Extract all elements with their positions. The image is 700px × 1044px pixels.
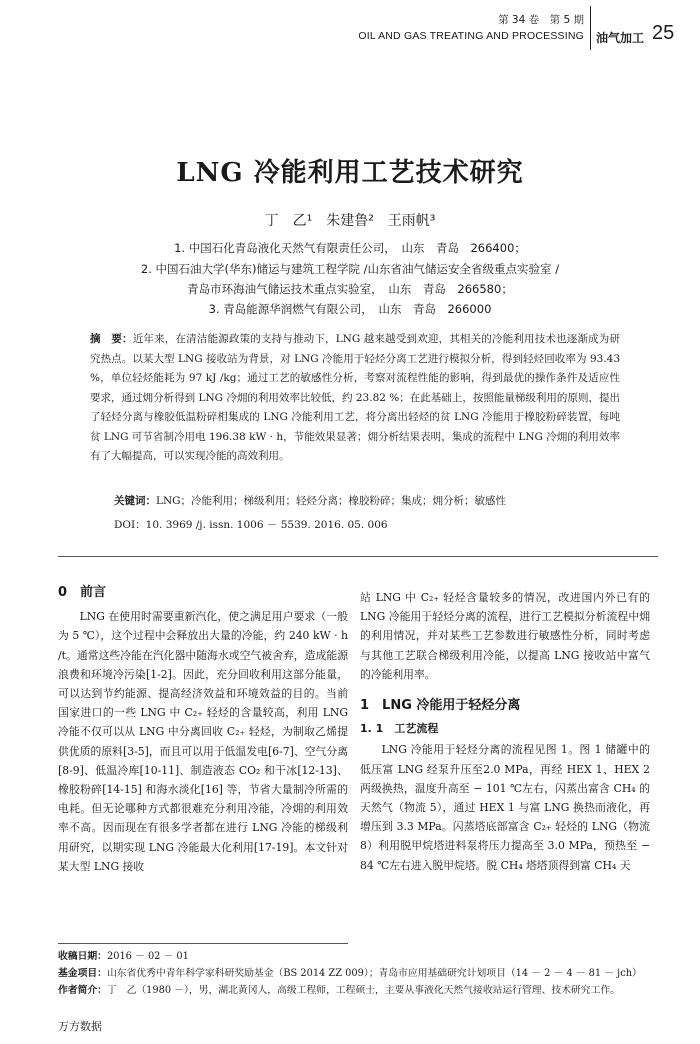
affiliation-1: 1. 中国石化青岛液化天然气有限责任公司， 山东 青岛 266400； (174, 241, 526, 255)
footnotes (58, 948, 658, 999)
doi: DOI：10. 3969 /j. issn. 1006 － 5539. 2016. 05. 006 (114, 519, 388, 531)
abstract (90, 330, 620, 467)
intro-continuation: 站 LNG 中 C₂₊ 轻烃含量较多的情况，改进国内外已有的 LNG 冷能用于轻烃分离的流程，进行工艺模拟分析流程中㶲的利用情况，并对某些工艺参数进行敏感性分析，同时考虑与其他工艺联合梯级利用冷能，以提高 LNG 接收站中富气的冷能利用率。 (360, 591, 650, 681)
keywords-text: LNG；冷能利用；梯级利用；轻烃分离；橡胶粉碎；集成；㶲分析；敏感性 (156, 495, 507, 507)
page-number: 25 (652, 22, 675, 44)
affiliation-2-cont: 青岛市环海油气储运技术重点实验室， 山东 青岛 266580； (187, 282, 513, 296)
fund-info: 基金项目：山东省优秀中青年科学家科研奖励基金（BS 2014 ZZ 009）；青岛市应用基础研究计划项目（14 － 2 － 4 － 81 － jch） (58, 968, 642, 979)
author-bio: 作者简介：丁 乙（1980 －），男，湖北黄冈人，高级工程师，工程硕士，主要从事液化天然气接收站运行管理、技术研究工作。 (58, 985, 620, 996)
affiliation-3: 3. 青岛能源华润燃气有限公司， 山东 青岛 266000 (208, 302, 492, 316)
received-date: 收稿日期：2016 － 02 － 01 (58, 951, 189, 962)
affiliation-2: 2. 中国石油大学(华东)储运与建筑工程学院 /山东省油气储运安全省级重点实验室 / (140, 262, 560, 276)
issue-info: 第 34 卷 第 5 期 (498, 14, 584, 26)
header-divider (590, 6, 591, 50)
subsection-heading-1-1: 1. 1 工艺流程 (360, 722, 439, 736)
keywords-label: 关键词： (114, 495, 156, 507)
footer-watermark: 万方数据 (58, 1020, 102, 1033)
keywords (114, 493, 624, 508)
authors: 丁 乙¹ 朱建鲁² 王雨帆³ (264, 213, 436, 229)
footnote-rule (58, 943, 348, 944)
intro-paragraph: LNG 在使用时需要重新汽化，使之满足用户要求（一般为 5 ℃），这个过程中会释放出大量的冷能，约 240 kW · h /t。通常这些冷能在汽化器中随海水或空气被舍弃，造成能源浪费和环境冷污染[1-2]。因此，充分回收利用这部分能量，可以达到节约能源、提高经济效益和环境效益的目的。当前国家进口的一些 LNG 中 C₂₊ 轻烃的含量较高，利用 LNG 冷能不仅可以从 LNG 中分离回收 C₂₊ 轻烃，为制取乙烯提供优质的原料[3-5]，而且可以用于低温发电[6-7]、空气分离[8-9]、低温冷库[10-11]、制造液态 CO₂ 和干冰[12-13]、橡胶粉碎[14-15] 和海水淡化[16] 等，节省大量制冷所需的电耗。但无论哪种方式都很难充分利用冷能，冷㶲的利用效率不高。因而现在有很多学者都在进行 LNG 冷能的梯级利用研究，以期实现 LNG 冷能最大化利用[17-19]。本文针对某大型 LNG 接收 (58, 610, 348, 873)
journal-name-en: OIL AND GAS TREATING AND PROCESSING (358, 30, 584, 42)
abstract-text: 近年来，在清洁能源政策的支持与推动下，LNG 越来越受到欢迎，其相关的冷能利用技术也逐渐成为研究热点。以某大型 LNG 接收站为背景，对 LNG 冷能用于轻烃分离工艺进行模拟分析，得到轻烃回收率为 93.43 %，单位轻烃能耗为 97 kJ /kg；通过工艺的敏感性分析，考察对流程性能的影响，得到最优的操作条件及适应性要求，通过㶲分析得到 LNG 冷㶲的利用效率比较低，约 23.82 %；在此基础上，按照能量梯级利用的原则，提出了轻烃分离与橡胶低温粉碎相集成的 LNG 冷能利用工艺，将分离出轻烃的贫 LNG 冷能用于橡胶粉碎装置，每吨贫 LNG 可节省制冷用电 196.38 kW · h，节能效果显著；㶲分析结果表明，集成的流程中 LNG 冷㶲的利用效率有了大幅提高，可以实现冷能的高效利用。 (90, 333, 620, 462)
section-heading-intro: 0 前言 (58, 585, 107, 600)
section-rule-top (58, 556, 658, 557)
left-column (58, 583, 348, 876)
journal-name-cn: 油气加工 (596, 31, 645, 45)
process-paragraph: LNG 冷能用于轻烃分离的流程见图 1。图 1 储罐中的低压富 LNG 经泵升压至2.0 MPa，再经 HEX 1、HEX 2 两级换热，温度升高至 − 101 ℃左右，闪蒸出富含 CH₄ 的天然气（物流 5），通过 HEX 1 与富 LNG 换热而液化，再增压到 3.3 MPa。闪蒸塔底部富含 C₂₊ 轻烃的 LNG（物流 8）利用脱甲烷塔进料泵将压力提高至 3.0 MPa，预热至 − 84 ℃左右进入脱甲烷塔。脱 CH₄ 塔塔顶得到富 CH₄ 天 (360, 743, 650, 872)
paper-title: LNG 冷能利用工艺技术研究 (176, 158, 524, 188)
section-heading-1: 1 LNG 冷能用于轻烃分离 (360, 698, 521, 714)
abstract-label: 摘 要： (90, 333, 133, 345)
right-column (360, 588, 650, 875)
